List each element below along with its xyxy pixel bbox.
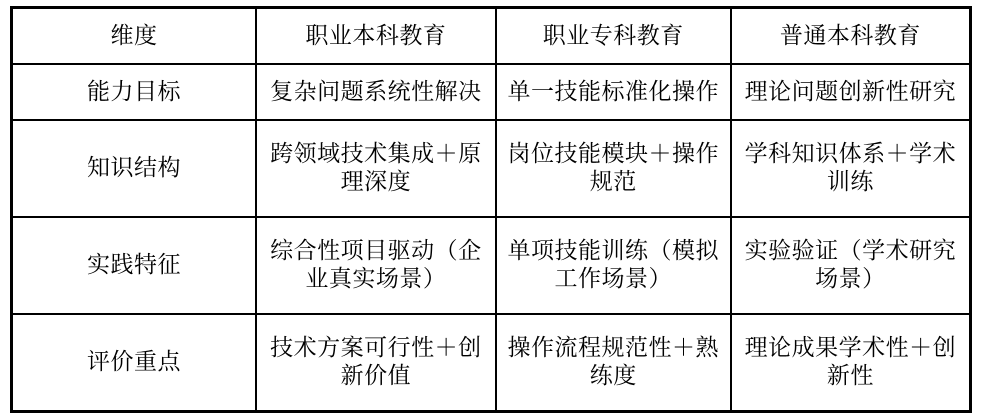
row-label-knowledge-structure: 知识结构	[12, 120, 257, 217]
cell-ability-goal-general-undergraduate: 理论问题创新性研究	[731, 64, 971, 120]
table-row	[12, 64, 971, 120]
table-header-row	[12, 8, 971, 65]
cell-knowledge-structure-vocational-college: 岗位技能模块＋操作规范	[496, 120, 731, 217]
row-label-ability-goal: 能力目标	[12, 64, 257, 120]
cell-practice-feature-vocational-undergraduate: 综合性项目驱动（企业真实场景）	[256, 217, 496, 314]
column-header-vocational-undergraduate: 职业本科教育	[256, 8, 496, 65]
column-header-vocational-college: 职业专科教育	[496, 8, 731, 65]
cell-ability-goal-vocational-college: 单一技能标准化操作	[496, 64, 731, 120]
comparison-table	[10, 6, 972, 413]
cell-evaluation-focus-general-undergraduate: 理论成果学术性＋创新性	[731, 314, 971, 412]
table-row	[12, 217, 971, 314]
cell-practice-feature-vocational-college: 单项技能训练（模拟工作场景）	[496, 217, 731, 314]
cell-knowledge-structure-vocational-undergraduate: 跨领域技术集成＋原理深度	[256, 120, 496, 217]
table-row	[12, 314, 971, 412]
row-label-practice-feature: 实践特征	[12, 217, 257, 314]
column-header-general-undergraduate: 普通本科教育	[731, 8, 971, 65]
row-label-evaluation-focus: 评价重点	[12, 314, 257, 412]
cell-knowledge-structure-general-undergraduate: 学科知识体系＋学术训练	[731, 120, 971, 217]
table-row	[12, 120, 971, 217]
column-header-dimension: 维度	[12, 8, 257, 65]
cell-evaluation-focus-vocational-undergraduate: 技术方案可行性＋创新价值	[256, 314, 496, 412]
cell-evaluation-focus-vocational-college: 操作流程规范性＋熟练度	[496, 314, 731, 412]
cell-practice-feature-general-undergraduate: 实验验证（学术研究场景）	[731, 217, 971, 314]
cell-ability-goal-vocational-undergraduate: 复杂问题系统性解决	[256, 64, 496, 120]
